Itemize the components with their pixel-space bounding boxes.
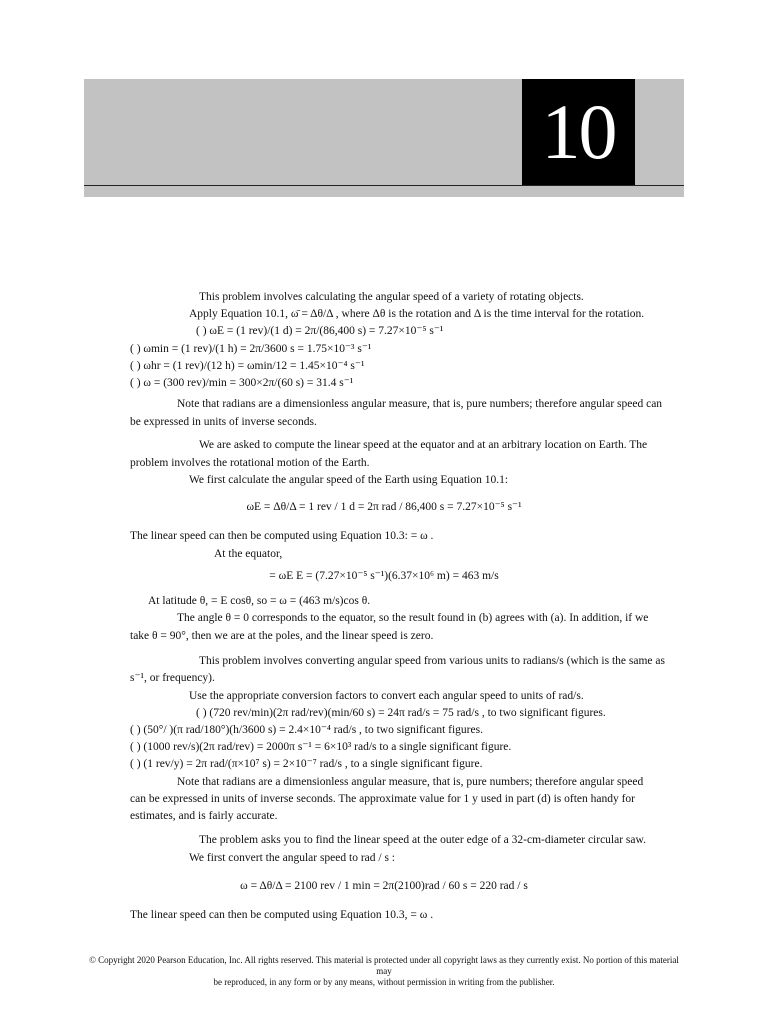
text-line: The problem asks you to find the linear speed at the outer edge of a 32-cm-diameter circular saw. [199, 834, 646, 846]
copyright-footer [84, 955, 684, 988]
chapter-number: 10 [522, 79, 635, 185]
text-line: The linear speed can then be computed using Equation 10.3, = ω . [130, 909, 434, 921]
footer-line-1: © Copyright 2020 Pearson Education, Inc. All rights reserved. This material is protected under all copyright laws as they currently exist. No portion of this material may [89, 955, 679, 976]
text-line: This problem involves calculating the angular speed of a variety of rotating objects. [199, 291, 584, 303]
text-line: This problem involves converting angular speed from various units to radians/s (which is the same as [199, 655, 665, 667]
text-line: At latitude θ, = E cosθ, so = ω = (463 m/s)cos θ. [148, 595, 371, 607]
text-line: At the equator, [214, 548, 283, 560]
equation-line: ( ) (50°/ )(π rad/180°)(h/3600 s) = 2.4×10⁻⁴ rad/s , to two significant figures. [130, 724, 483, 736]
text-line: can be expressed in units of inverse seconds. The approximate value for 1 y used in part (d) is often handy for [130, 793, 636, 805]
text-line: be expressed in units of inverse seconds. [130, 416, 317, 428]
text-line: We first calculate the angular speed of the Earth using Equation 10.1: [189, 474, 509, 486]
text-line: Use the appropriate conversion factors to convert each angular speed to units of rad/s. [189, 690, 584, 702]
text-line: We are asked to compute the linear speed at the equator and at an arbitrary location on Earth. The [199, 439, 648, 451]
display-equation: = ωE E = (7.27×10⁻⁵ s⁻¹)(6.37×10⁶ m) = 463 m/s [269, 570, 499, 582]
text-line: The linear speed can then be computed using Equation 10.3: = ω . [130, 530, 434, 542]
text-line: estimates, and is fairly accurate. [130, 810, 278, 822]
text-line: We first convert the angular speed to rad / s : [189, 852, 396, 864]
text-line: Note that radians are a dimensionless angular measure, that is, pure numbers; therefore angular speed [177, 776, 644, 788]
equation-line: ( ) (720 rev/min)(2π rad/rev)(min/60 s) = 24π rad/s = 75 rad/s , to two significant figures. [196, 707, 606, 719]
equation-line: ( ) (1 rev/y) = 2π rad/(π×10⁷ s) = 2×10⁻⁷ rad/s , to a single significant figure. [130, 758, 483, 770]
text-line: s⁻¹, or frequency). [130, 672, 215, 684]
equation-line: ( ) ω = (300 rev)/min = 300×2π/(60 s) = 31.4 s⁻¹ [130, 377, 354, 389]
equation-line: ( ) (1000 rev/s)(2π rad/rev) = 2000π s⁻¹ = 6×10³ rad/s to a single significant figure. [130, 741, 512, 753]
header-rule [84, 185, 684, 186]
display-equation: ωE = Δθ/Δ = 1 rev / 1 d = 2π rad / 86,400 s = 7.27×10⁻⁵ s⁻¹ [246, 501, 522, 513]
equation-line: ( ) ωmin = (1 rev)/(1 h) = 2π/3600 s = 1.75×10⁻³ s⁻¹ [130, 343, 372, 355]
text-line: Apply Equation 10.1, ω̄ = Δθ/Δ , where Δθ is the rotation and Δ is the time interval for the rotation. [189, 308, 645, 320]
equation-line: ( ) ωhr = (1 rev)/(12 h) = ωmin/12 = 1.45×10⁻⁴ s⁻¹ [130, 360, 365, 372]
text-line: problem involves the rotational motion of the Earth. [130, 457, 370, 469]
footer-line-2: be reproduced, in any form or by any means, without permission in writing from the publisher. [213, 977, 555, 987]
text-line: Note that radians are a dimensionless angular measure, that is, pure numbers; therefore angular speed can [177, 398, 663, 410]
text-line: The angle θ = 0 corresponds to the equator, so the result found in (b) agrees with (a). In addition, if we [177, 612, 649, 624]
display-equation: ω = Δθ/Δ = 2100 rev / 1 min = 2π(2100)rad / 60 s = 220 rad / s [240, 880, 528, 892]
text-line: take θ = 90°, then we are at the poles, and the linear speed is zero. [130, 630, 434, 642]
equation-line: ( ) ωE = (1 rev)/(1 d) = 2π/(86,400 s) = 7.27×10⁻⁵ s⁻¹ [196, 325, 444, 337]
